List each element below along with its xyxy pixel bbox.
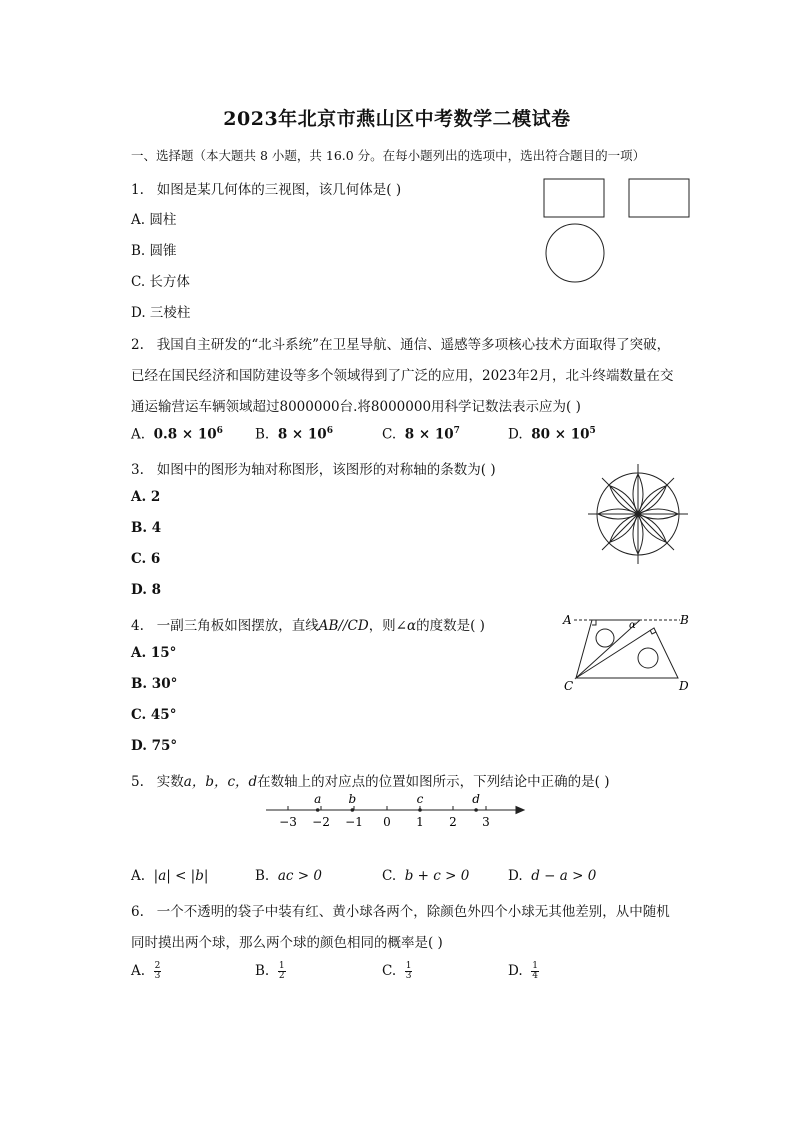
question-3: 3. 如图中的图形为轴对称图形，该图形的对称轴的条数为( ) [131, 462, 496, 478]
q6-option-d[interactable]: D. $\frac{1}{4}$ [508, 961, 538, 981]
question-2: 2. 我国自主研发的“北斗系统”在卫星导航、通信、遥感等多项核心技术方面取得了突破， [131, 337, 671, 353]
q6-option-a[interactable]: A. $\frac{2}{3}$ [131, 961, 161, 981]
fraction: $\frac{2}{3}$ [154, 961, 161, 981]
label-alpha: α [629, 620, 636, 631]
question-1: 1. 如图是某几何体的三视图，该几何体是( ) [131, 182, 402, 198]
q1-option-c[interactable]: C. 长方体 [131, 274, 190, 290]
q3-option-d[interactable]: D. 8 [131, 582, 162, 598]
side-view-rect [629, 179, 689, 217]
number-line-point-label: c [416, 792, 424, 806]
label-d: D [679, 679, 689, 693]
number-line-tick-label: 3 [482, 815, 490, 829]
number-line-tick-label: −1 [345, 815, 363, 829]
number-line-figure [262, 790, 532, 832]
q5-option-a[interactable]: A. |a| < |b| [131, 868, 209, 884]
q1-option-b[interactable]: B. 圆锥 [131, 243, 177, 259]
arrow-icon [516, 807, 524, 814]
number-line-point [351, 808, 355, 812]
q6-option-c[interactable]: C. $\frac{1}{3}$ [382, 961, 412, 981]
ruler-hole-left [596, 629, 614, 647]
page-title: 2023年北京市燕山区中考数学二模试卷 [223, 108, 571, 130]
q2-option-d[interactable]: D. $80 \times 10^5$ [508, 426, 596, 443]
right-angle-mark [592, 620, 596, 625]
question-2-line-2: 已经在国民经济和国防建设等多个领域得到了广泛的应用，2023年2月，北斗终端数量在交 [131, 368, 674, 384]
q4-option-d[interactable]: D. 75° [131, 738, 178, 754]
question-5: 5. 实数a，b，c，d在数轴上的对应点的位置如图所示，下列结论中正确的是( ) [131, 774, 610, 790]
number-line-tick-label: −3 [279, 815, 297, 829]
question-6-line-2: 同时摸出两个球，那么两个球的颜色相同的概率是( ) [131, 935, 443, 951]
flower-symmetry-figure [586, 462, 690, 566]
q5-option-b[interactable]: B. ac > 0 [255, 868, 322, 884]
number-line-tick-label: 0 [383, 815, 391, 829]
q5-option-d[interactable]: D. d − a > 0 [508, 868, 597, 884]
fraction: $\frac{1}{4}$ [532, 961, 538, 981]
fraction: $\frac{1}{3}$ [405, 961, 412, 981]
top-view-circle [546, 224, 604, 282]
number-line-tick-label: −2 [312, 815, 330, 829]
q4-option-a[interactable]: A. 15° [131, 645, 177, 661]
q3-option-b[interactable]: B. 4 [131, 520, 162, 536]
ruler-hole-right [638, 648, 658, 668]
three-view-figure [540, 176, 695, 286]
triangle-rulers-figure [560, 608, 700, 696]
q6-option-b[interactable]: B. $\frac{1}{2}$ [255, 961, 285, 981]
number-line-point [474, 808, 478, 812]
label-a: A [563, 613, 572, 627]
question-2-line-3: 通运输营运车辆领域超过8000000台.将8000000用科学记数法表示应为( ) [131, 399, 581, 415]
label-c: C [564, 679, 574, 693]
q3-option-c[interactable]: C. 6 [131, 551, 161, 567]
number-line-point [418, 808, 422, 812]
number-line-point [316, 808, 320, 812]
q2-option-a[interactable]: A. $0.8 \times 10^6$ [131, 426, 223, 443]
q5-option-c[interactable]: C. b + c > 0 [382, 868, 470, 884]
question-4: 4. 一副三角板如图摆放，直线AB//CD，则∠α的度数是( ) [131, 618, 485, 634]
label-b: B [680, 613, 689, 627]
q4-option-b[interactable]: B. 30° [131, 676, 178, 692]
number-line-point-label: b [348, 792, 357, 806]
number-line-point-label: a [314, 792, 322, 806]
number-line-point-label: d [472, 792, 480, 806]
q3-option-a[interactable]: A. 2 [131, 489, 161, 505]
number-line-tick-label: 2 [449, 815, 457, 829]
q2-option-b[interactable]: B. $8 \times 10^6$ [255, 426, 333, 443]
section-heading: 一、选择题（本大题共 8 小题，共 16.0 分。在每小题列出的选项中，选出符合题目的一项） [131, 148, 646, 163]
front-view-rect [544, 179, 604, 217]
triangle-ruler-right [576, 628, 678, 678]
question-6: 6. 一个不透明的袋子中装有红、黄小球各两个，除颜色外四个小球无其他差别，从中随机 [131, 904, 670, 920]
q2-option-c[interactable]: C. $8 \times 10^7$ [382, 426, 460, 443]
number-line-tick-label: 1 [416, 815, 424, 829]
q1-option-a[interactable]: A. 圆柱 [131, 212, 177, 228]
q4-option-c[interactable]: C. 45° [131, 707, 177, 723]
q1-option-d[interactable]: D. 三棱柱 [131, 305, 191, 321]
fraction: $\frac{1}{2}$ [278, 961, 285, 981]
